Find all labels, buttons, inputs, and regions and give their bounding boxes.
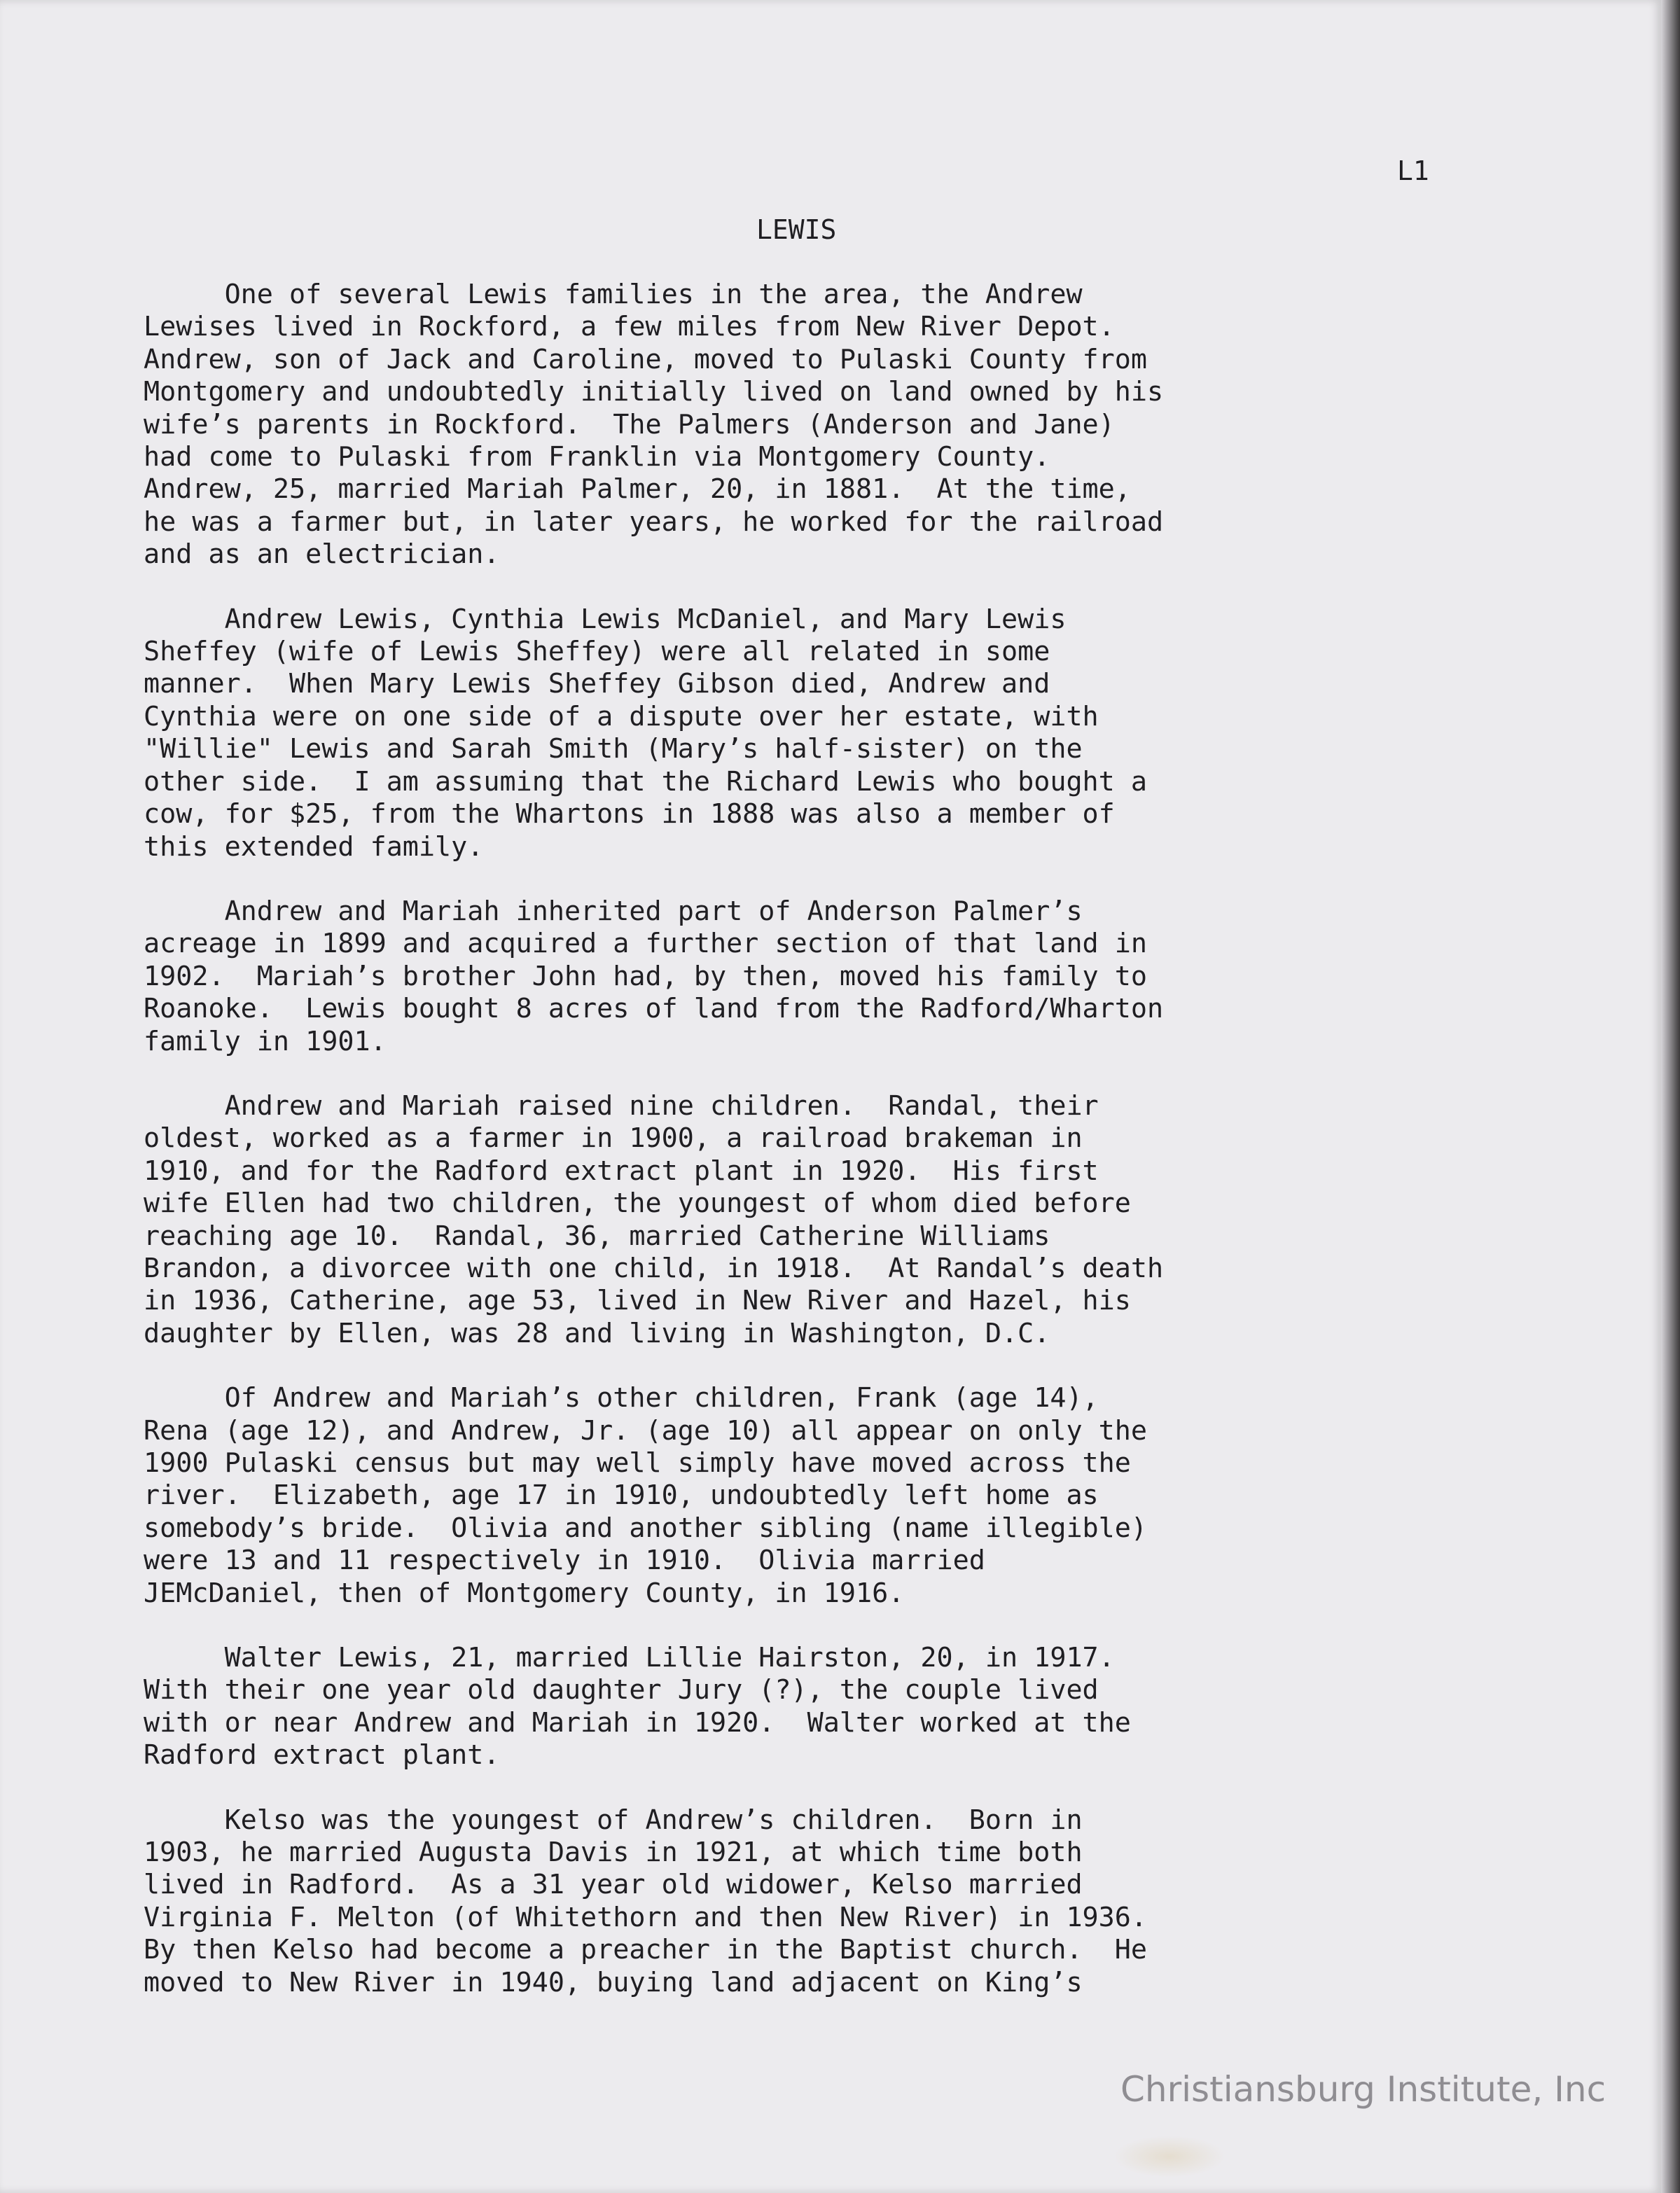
paragraph-6: Walter Lewis, 21, married Lillie Hairston, 20, in 1917. With their one year old daughter Jury (?), the couple lived with or near Andrew and Mariah in 1920. Walter worked at the Radford extract plant. — [144, 1642, 1131, 1771]
page-title: LEWIS — [756, 214, 837, 245]
body-text — [144, 279, 1432, 2031]
page-edge — [1661, 0, 1680, 2193]
watermark: Christiansburg Institute, Inc — [1120, 2069, 1606, 2110]
paragraph-5: Of Andrew and Mariah’s other children, Frank (age 14), Rena (age 12), and Andrew, Jr. (age 10) all appear on only the 1900 Pulaski census but may well simply have moved across the river. Elizabeth, age 17 in 1910, undoubtedly left home as somebody’s bride. Olivia and another sibling (name illegible) were 13 and 11 respectively in 1910. Olivia married JEMcDaniel, then of Montgomery County, in 1916. — [144, 1382, 1148, 1609]
paper-stain — [1113, 2136, 1226, 2178]
paragraph-3: Andrew and Mariah inherited part of Anderson Palmer’s acreage in 1899 and acquired a further section of that land in 1902. Mariah’s brother John had, by then, moved his family to Roanoke. Lewis bought 8 acres of land from the Radford/Wharton family in 1901. — [144, 895, 1164, 1057]
paragraph-2: Andrew Lewis, Cynthia Lewis McDaniel, and Mary Lewis Sheffey (wife of Lewis Sheffey) were all related in some manner. When Mary Lewis Sheffey Gibson died, Andrew and Cynthia were on one side of a dispute over her estate, with "Willie" Lewis and Sarah Smith (Mary’s half-sister) on the other side. I am assuming that the Richard Lewis who bought a cow, for $25, from the Whartons in 1888 was also a member of this extended family. — [144, 603, 1148, 863]
paragraph-1: One of several Lewis families in the area, the Andrew Lewises lived in Rockford, a few miles from New River Depot. Andrew, son of Jack and Caroline, moved to Pulaski County from Montgomery and undoubtedly initially lived on land owned by his wife’s parents in Rockford. The Palmers (Anderson and Jane) had come to Pulaski from Franklin via Montgomery County. Andrew, 25, married Mariah Palmer, 20, in 1881. At the time, he was a farmer but, in later years, he worked for the railroad and as an electrician. — [144, 279, 1164, 571]
paragraph-7: Kelso was the youngest of Andrew’s children. Born in 1903, he married Augusta Davis in 1921, at which time both lived in Radford. As a 31 year old widower, Kelso married Virginia F. Melton (of Whitethorn and then New River) in 1936. By then Kelso had become a preacher in the Baptist church. He moved to New River in 1940, buying land adjacent on King’s — [144, 1804, 1148, 1998]
page-number: L1 — [1397, 155, 1429, 186]
paragraph-4: Andrew and Mariah raised nine children. Randal, their oldest, worked as a farmer in 1900, a railroad brakeman in 1910, and for the Radford extract plant in 1920. His first wife Ellen had two children, the youngest of whom died before reaching age 10. Randal, 36, married Catherine Williams Brandon, a divorcee with one child, in 1918. At Randal’s death in 1936, Catherine, age 53, lived in New River and Hazel, his daughter by Ellen, was 28 and living in Washington, D.C. — [144, 1089, 1164, 1349]
